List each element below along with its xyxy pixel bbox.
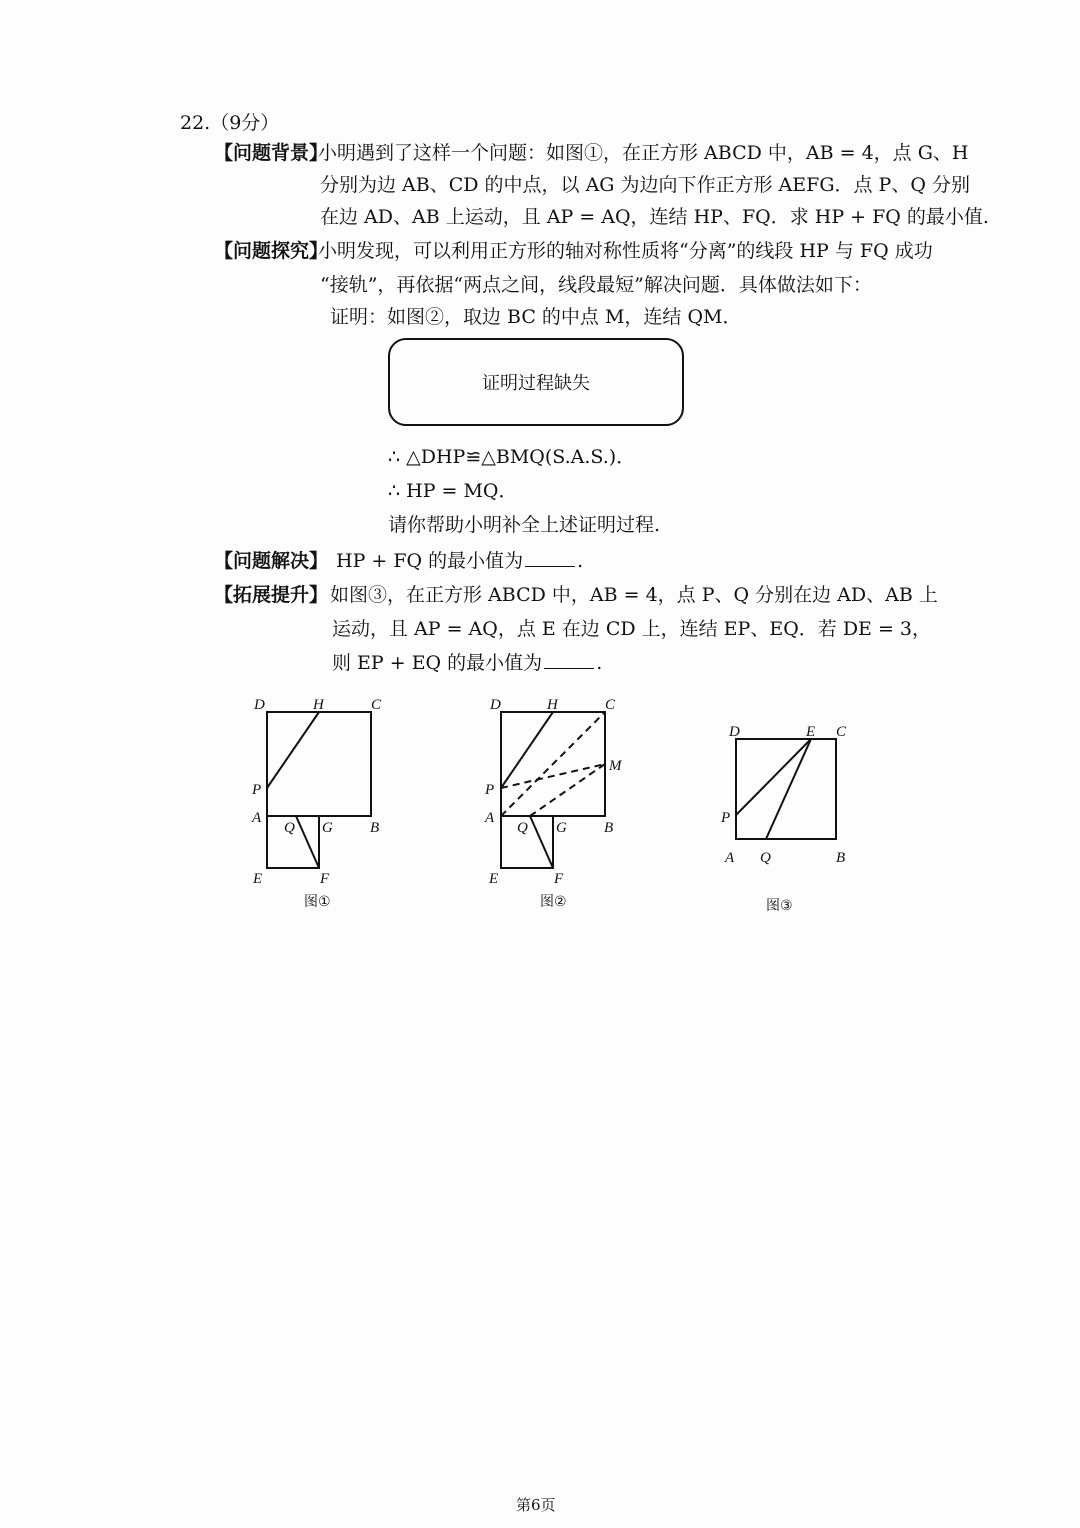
fig2-caption: 图② — [540, 894, 567, 910]
fig1-label-p: P — [252, 782, 262, 798]
missing-proof-box — [388, 338, 684, 426]
solve-line — [336, 548, 583, 574]
missing-proof-text: 证明过程缺失 — [482, 373, 590, 394]
background-line-3: 在边 AD、AB 上运动，且 AP = AQ，连结 HP、FQ．求 HP + FQ 的最小值. — [320, 206, 989, 228]
background-tag: 【问题背景】 — [214, 142, 329, 164]
explore-line-1: 小明发现，可以利用正方形的轴对称性质将“分离”的线段 HP 与 FQ 成功 — [318, 240, 933, 262]
fig2-label-m: M — [609, 758, 622, 774]
solve-answer-blank[interactable] — [525, 548, 575, 567]
fig2-label-d: D — [490, 697, 501, 713]
page-number: 第6页 — [516, 1496, 556, 1514]
fig2-label-p: P — [485, 782, 495, 798]
solve-text: HP + FQ 的最小值为 — [336, 550, 524, 572]
fig1-label-f: F — [320, 871, 330, 887]
explore-line-2: “接轨”，再依据“两点之间，线段最短”解决问题．具体做法如下： — [320, 274, 872, 296]
background-line-1: 小明遇到了这样一个问题：如图①，在正方形 ABCD 中，AB = 4，点 G、H — [318, 142, 969, 164]
extend-answer-blank[interactable] — [544, 650, 594, 669]
fig3-segment-ep — [736, 739, 811, 815]
fig3-label-p: P — [721, 810, 731, 826]
fig3-segment-eq — [766, 739, 811, 839]
fig1-label-a: A — [252, 810, 262, 826]
fig2-label-f: F — [554, 871, 564, 887]
fig2-label-c: C — [605, 697, 616, 713]
extend-line-3-wrap — [332, 650, 602, 676]
fig2-label-h: H — [547, 697, 558, 713]
solve-end: . — [577, 550, 584, 572]
fig3-label-a: A — [725, 850, 735, 866]
fig3-square-abcd — [736, 739, 836, 839]
therefore-equal: ∴ HP = MQ． — [388, 480, 518, 502]
fig2-segment-qf — [530, 816, 553, 868]
fig3-label-c: C — [836, 724, 847, 740]
fig3-label-e: E — [806, 724, 816, 740]
fig1-label-c: C — [371, 697, 382, 713]
fig1-label-b: B — [370, 820, 380, 836]
fig2-dashed-qm — [530, 764, 605, 816]
extend-line-1: 如图③，在正方形 ABCD 中，AB = 4，点 P、Q 分别在边 AD、AB 上 — [330, 584, 938, 606]
extend-line-2: 运动，且 AP = AQ，点 E 在边 CD 上，连结 EP、EQ．若 DE = 3， — [332, 618, 932, 640]
figures-svg — [0, 680, 1080, 930]
explore-line-3: 证明：如图②，取边 BC 的中点 M，连结 QM． — [330, 306, 742, 328]
fig3-caption: 图③ — [766, 898, 793, 914]
fig2-label-g: G — [556, 820, 567, 836]
extend-line-3: 则 EP + EQ 的最小值为 — [332, 652, 543, 674]
fig1-label-d: D — [254, 697, 265, 713]
fig3-label-b: B — [836, 850, 846, 866]
fig3-label-d: D — [729, 724, 740, 740]
fig1-caption: 图① — [304, 894, 331, 910]
therefore-congruent: ∴ △DHP≌△BMQ(S.A.S.)． — [388, 446, 636, 468]
background-line-2: 分别为边 AB、CD 的中点，以 AG 为边向下作正方形 AEFG．点 P、Q 分别 — [320, 174, 970, 196]
proof-request: 请你帮助小明补全上述证明过程. — [388, 514, 661, 536]
fig2-label-e: E — [489, 871, 499, 887]
fig1-label-q: Q — [284, 820, 295, 836]
fig2-label-q: Q — [517, 820, 528, 836]
fig2-dashed-pm — [501, 764, 605, 788]
fig2-segment-hp — [501, 712, 553, 788]
fig2-label-a: A — [485, 810, 495, 826]
solve-tag: 【问题解决】 — [214, 550, 329, 572]
question-number: 22.（9分） — [180, 112, 280, 134]
fig1-label-h: H — [313, 697, 324, 713]
fig1-label-g: G — [322, 820, 333, 836]
fig1-label-e: E — [253, 871, 263, 887]
fig3-label-q: Q — [760, 850, 771, 866]
extend-tag: 【拓展提升】 — [214, 584, 329, 606]
explore-tag: 【问题探究】 — [214, 240, 329, 262]
fig2-label-b: B — [604, 820, 614, 836]
fig1-segment-qf — [296, 816, 319, 868]
fig1-segment-hp — [267, 712, 319, 788]
extend-end: . — [596, 652, 603, 674]
